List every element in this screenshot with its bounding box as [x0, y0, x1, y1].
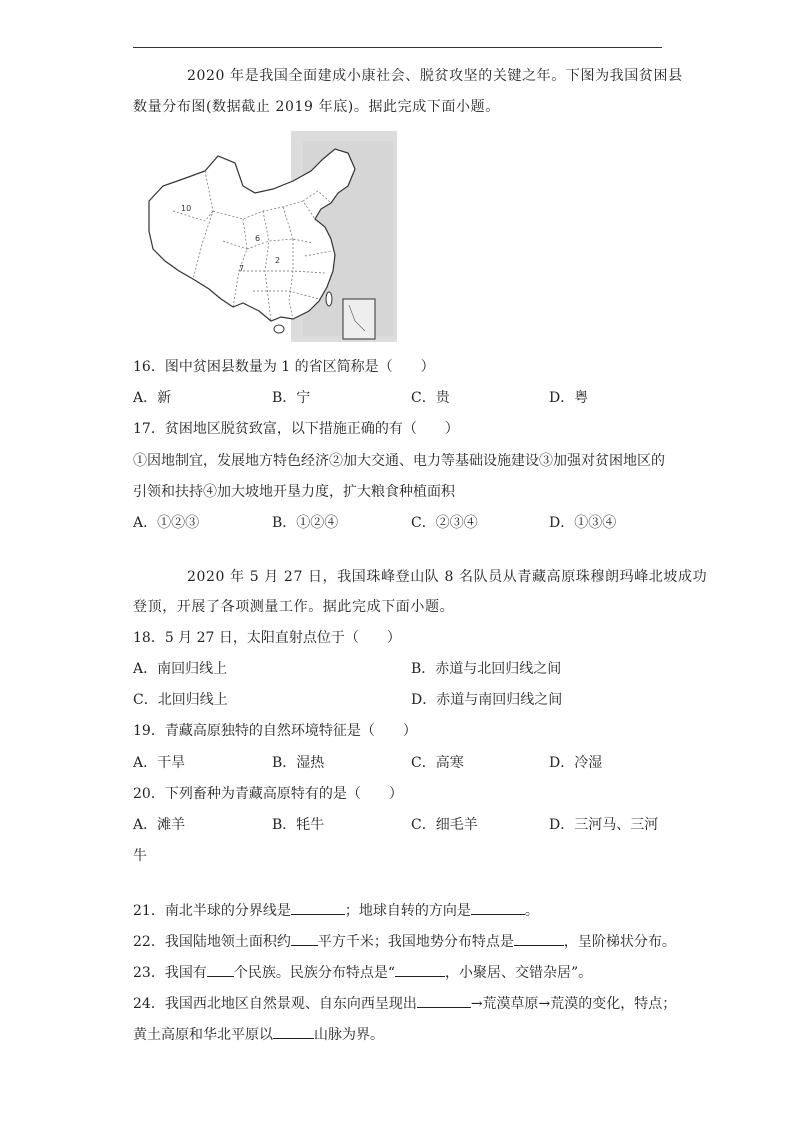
q23-blank-1[interactable] [207, 962, 234, 977]
q19-option-b[interactable]: B．湿热 [272, 755, 325, 771]
q21-text-c: 。 [524, 903, 539, 919]
q21-blank-2[interactable] [471, 900, 525, 915]
q23-text-c: ，小聚居、交错杂居”。 [445, 965, 593, 981]
q22-text-b: 平方千米；我国地势分布特点是 [317, 934, 514, 950]
q17-option-b[interactable]: B．①②④ [272, 515, 339, 531]
q20-option-b[interactable]: B．牦牛 [272, 817, 325, 833]
intro2-line1: 2020 年 5 月 27 日，我国珠峰登山队 8 名队员从青藏高原珠穆朗玛峰北坡成功 [187, 569, 708, 585]
q21-blank-1[interactable] [291, 900, 345, 915]
q24-text-c: 黄土高原和华北平原以 [133, 1027, 273, 1043]
q22-text-c: ，呈阶梯状分布。 [563, 934, 676, 950]
q23-text-b: 个民族。民族分布特点是“ [233, 965, 395, 981]
q20-option-d-wrap: 牛 [133, 848, 147, 864]
map-label-7: 7 [239, 264, 245, 273]
q18-option-a[interactable]: A．南回归线上 [133, 661, 228, 677]
q17-option-a[interactable]: A．①②③ [133, 515, 200, 531]
q24-text-d: 山脉为界。 [314, 1027, 384, 1043]
q22-text-a: 22．我国陆地领土面积约 [133, 934, 291, 950]
q21-line [133, 900, 539, 921]
q17-body-line1: ①因地制宜，发展地方特色经济②加大交通、电力等基础设施建设③加强对贫困地区的 [133, 453, 665, 469]
q24-text-b: →荒漠草原→荒漠的变化，特点； [470, 996, 677, 1012]
poverty-county-map [143, 131, 397, 342]
map-label-6: 6 [255, 234, 261, 243]
q22-blank-1[interactable] [291, 931, 318, 946]
q22-blank-2[interactable] [514, 931, 564, 946]
q24-blank-2[interactable] [273, 1024, 314, 1039]
q17-option-d[interactable]: D．①③④ [549, 515, 617, 531]
q19-stem: 19．青藏高原独特的自然环境特征是（ ） [133, 723, 417, 739]
q16-stem: 16．图中贫困县数量为 1 的省区简称是（ ） [133, 359, 435, 375]
q24-blank-1[interactable] [417, 993, 471, 1008]
q18-option-b[interactable]: B．赤道与北回归线之间 [411, 661, 562, 677]
q16-option-b[interactable]: B．宁 [272, 390, 311, 406]
q18-option-d[interactable]: D．赤道与南回归线之间 [411, 692, 563, 708]
intro2-line2: 登顶，开展了各项测量工作。据此完成下面小题。 [133, 599, 455, 615]
q21-text-a: 21．南北半球的分界线是 [133, 903, 291, 919]
q18-stem: 18．5 月 27 日，太阳直射点位于（ ） [133, 630, 401, 646]
q22-line [133, 931, 676, 952]
q20-stem: 20．下列畜种为青藏高原特有的是（ ） [133, 786, 403, 802]
q17-stem: 17．贫困地区脱贫致富，以下措施正确的有（ ） [133, 421, 459, 437]
q24-line2 [133, 1024, 384, 1045]
q17-option-c[interactable]: C．②③④ [411, 515, 478, 531]
q19-option-d[interactable]: D．冷湿 [549, 755, 603, 771]
q20-option-d[interactable]: D．三河马、三河 [549, 817, 659, 833]
q18-option-c[interactable]: C．北回归线上 [133, 692, 228, 708]
q21-text-b: ；地球自转的方向是 [344, 903, 471, 919]
q24-text-a: 24．我国西北地区自然景观、自东向西呈现出 [133, 996, 417, 1012]
q23-blank-2[interactable] [395, 962, 445, 977]
q19-option-a[interactable]: A．干旱 [133, 755, 186, 771]
map-label-2: 2 [275, 256, 281, 265]
q16-option-d[interactable]: D．粤 [549, 390, 589, 406]
q23-line [133, 962, 592, 983]
q23-text-a: 23．我国有 [133, 965, 207, 981]
q19-option-c[interactable]: C．高寒 [411, 755, 464, 771]
intro1-line1: 2020 年是我国全面建成小康社会、脱贫攻坚的关键之年。下图为我国贫困县 [187, 68, 683, 84]
q24-line1 [133, 993, 676, 1014]
q17-body-line2: 引领和扶持④加大坡地开垦力度，扩大粮食种植面积 [133, 484, 455, 500]
q20-option-a[interactable]: A．滩羊 [133, 817, 186, 833]
intro1-line2: 数量分布图(数据截止 2019 年底)。据此完成下面小题。 [133, 99, 500, 115]
header-rule [133, 47, 662, 48]
q20-option-c[interactable]: C．细毛羊 [411, 817, 478, 833]
q16-option-c[interactable]: C．贵 [411, 390, 450, 406]
map-label-10: 10 [181, 204, 192, 213]
q16-option-a[interactable]: A．新 [133, 390, 172, 406]
south-sea-inset [343, 299, 375, 339]
